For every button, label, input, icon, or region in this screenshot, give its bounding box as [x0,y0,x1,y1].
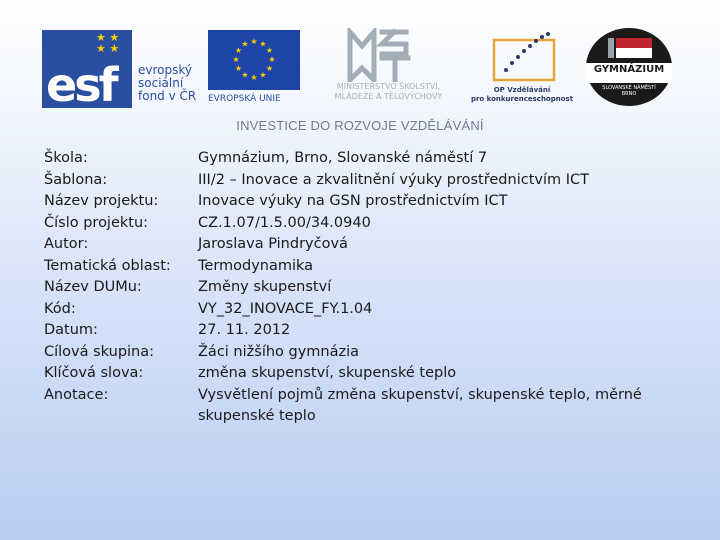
project-info-table [44,148,684,428]
svg-text:★: ★ [268,55,276,64]
svg-text:★: ★ [241,70,249,80]
svg-text:★: ★ [259,39,267,49]
svg-text:★: ★ [234,46,243,55]
info-value: Inovace výuky na GSN prostřednictvím ICT [198,193,508,209]
gymnazium-title: GYMNÁZIUM [593,64,665,75]
esf-logo [42,30,204,112]
gymnazium-logo [586,28,674,108]
svg-text:★: ★ [265,46,274,55]
info-value: Gymnázium, Brno, Slovanské náměstí 7 [198,150,488,166]
info-value: CZ.1.07/1.5.00/34.0940 [198,214,371,231]
opvk-logo [470,30,574,108]
msmt-logo-text: MINISTERSTVO ŠKOLSTVÍ, MLÁDEŽE A TĚLOVÝCHOVY [334,82,443,101]
logo-bar [0,0,720,145]
eu-logo-text: EVROPSKÁ UNIE [208,94,281,104]
info-label: Název projektu: [44,193,159,209]
info-value: Žáci nižšího gymnázia [198,343,360,360]
svg-text:★: ★ [232,55,240,64]
investice-heading: INVESTICE DO ROZVOJE VZDĚLÁVÁNÍ [236,118,484,133]
svg-text:★: ★ [265,64,274,73]
msmt-logo [306,28,466,108]
info-label: Cílová skupina: [44,343,155,360]
info-label: Tematická oblast: [44,257,171,274]
info-value: 27. 11. 2012 [198,322,291,338]
esf-stars-icon: ★ ★ ★ ★ [96,31,120,55]
info-row [44,191,684,213]
gymnazium-emblem-icon [606,34,652,60]
info-label: Šablona: [44,171,108,188]
info-label: Škola: [44,150,88,166]
eu-logo [208,30,300,105]
svg-text:★: ★ [250,37,258,46]
info-label: Klíčová slova: [44,365,144,381]
info-row [44,277,684,299]
info-value: III/2 – Inovace a zkvalitnění výuky prostřednictvím ICT [198,171,589,188]
info-value: Vysvětlení pojmů změna skupenství, skupenské teplo, měrné skupenské teplo [198,386,642,424]
info-row [44,213,684,235]
svg-text:★: ★ [250,73,258,82]
svg-text:★: ★ [234,64,243,73]
svg-text:★: ★ [241,39,249,49]
info-value: změna skupenství, skupenské teplo [198,365,457,381]
info-row [44,256,684,278]
esf-side-text: evropský sociální fond v ČR [138,63,197,103]
info-label: Číslo projektu: [44,214,149,231]
info-row [44,320,684,342]
gymnazium-subtitle: SLOVANSKÉ NÁMĚSTÍ BRNO [602,85,656,97]
info-label: Anotace: [44,386,109,403]
info-row [44,234,684,256]
info-value: Termodynamika [198,257,314,274]
info-row [44,385,684,428]
eu-stars-icon [208,30,300,90]
info-row [44,363,684,385]
info-row [44,148,684,170]
info-label: Název DUMu: [44,279,142,295]
opvk-mark-icon [492,30,556,82]
opvk-logo-text: OP Vzdělávání pro konkurenceschopnost [470,86,574,103]
info-value: VY_32_INOVACE_FY.1.04 [198,300,373,317]
info-label: Datum: [44,322,98,338]
info-row [44,299,684,321]
info-value: Jaroslava Pindryčová [198,236,348,252]
info-value: Změny skupenství [198,279,332,295]
info-row [44,342,684,364]
info-label: Kód: [44,300,76,317]
msmt-mark-icon [346,28,412,82]
esf-logo-text: esf [46,58,116,112]
info-row [44,170,684,192]
info-label: Autor: [44,236,89,252]
svg-text:★: ★ [259,70,267,80]
